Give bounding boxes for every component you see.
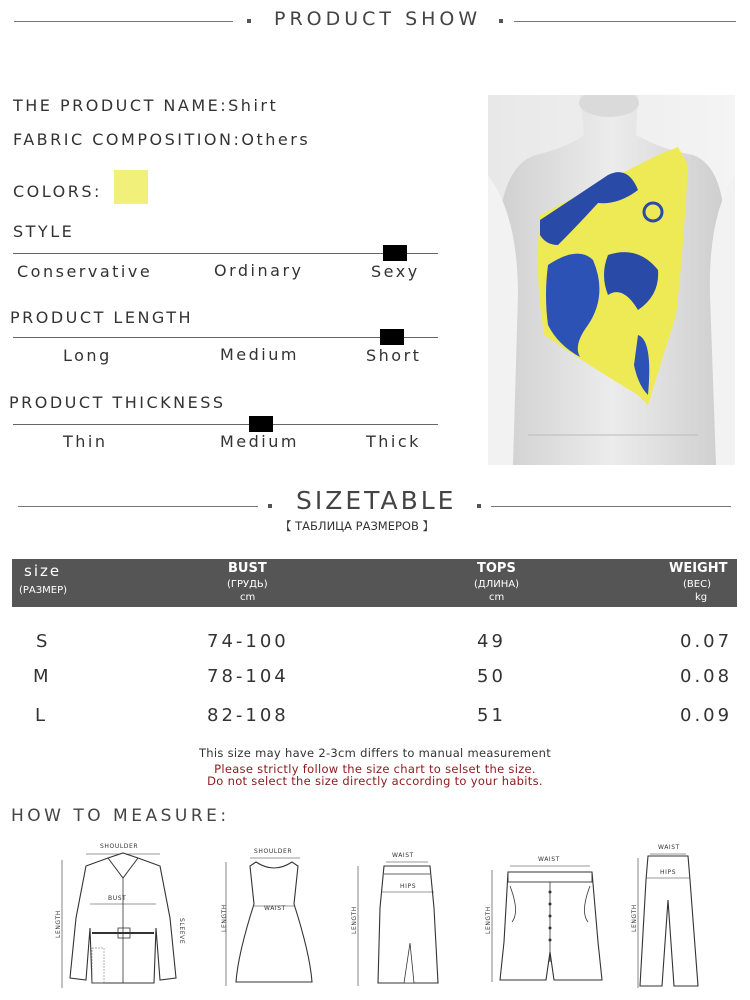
colors-label: COLORS: (13, 182, 102, 201)
sizetable-dot-left (268, 504, 272, 508)
header-weight: WEIGHT (669, 561, 728, 576)
sizetable-dot-right (477, 504, 481, 508)
header-dot-left (247, 19, 251, 23)
row-m-weight: 0.08 (680, 666, 733, 687)
thickness-option-medium: Medium (220, 432, 299, 451)
row-l-tops: 51 (477, 705, 506, 726)
skirt-length-label: LENGTH (351, 906, 358, 934)
row-m-size: M (33, 666, 52, 687)
header-weight-sub: (BEC) (683, 579, 711, 590)
row-l-weight: 0.09 (680, 705, 733, 726)
jacket-length-label: LENGTH (55, 910, 62, 938)
header-size-sub: (РАЗМЕР) (19, 585, 68, 596)
row-m-bust: 78-104 (207, 666, 289, 687)
shoulder-label: SHOULDER (100, 843, 139, 850)
fabric-value: Others (241, 130, 311, 149)
thickness-option-thin: Thin (63, 432, 108, 451)
style-option-conservative: Conservative (17, 262, 153, 281)
skirt-measure-diagram (344, 848, 444, 990)
header-bust-sub: (ГРУДЬ) (227, 579, 268, 590)
color-swatch-yellow[interactable] (114, 170, 148, 204)
jacket-bust-label: BUST (108, 895, 127, 902)
pants-length-label: LENGTH (631, 904, 638, 932)
sizetable-title: SIZETABLE (296, 486, 457, 515)
shorts-waist-label: WAIST (538, 856, 560, 863)
shorts-length-label: LENGTH (485, 906, 492, 934)
header-tops-sub: (ДЛИНА) (474, 579, 519, 590)
row-s-tops: 49 (477, 631, 506, 652)
thickness-marker (249, 416, 273, 432)
skirt-waist-label: WAIST (392, 852, 414, 859)
size-warning-1: Please strictly follow the size chart to selset the size. (214, 762, 536, 776)
style-option-ordinary: Ordinary (214, 261, 304, 280)
dress-length-label: LENGTH (221, 904, 228, 932)
header-tops: TOPS (477, 561, 516, 576)
length-option-medium: Medium (220, 345, 299, 364)
size-table-header (12, 559, 737, 607)
sizetable-rule-left (18, 506, 258, 507)
style-scale-line (13, 253, 438, 254)
header-tops-unit: cm (489, 592, 505, 603)
row-l-size: L (35, 705, 49, 726)
skirt-hips-label: HIPS (400, 883, 417, 890)
pants-waist-label: WAIST (658, 844, 680, 851)
sleeve-label: SLEEVE (178, 918, 185, 945)
fabric-label: FABRIC COMPOSITION: (13, 130, 242, 149)
jacket-measure-diagram (48, 838, 198, 990)
pants-measure-diagram (624, 840, 704, 992)
header-size: size (24, 562, 62, 580)
style-label: STYLE (13, 222, 75, 241)
product-name (13, 96, 278, 115)
pants-hips-label: HIPS (660, 869, 677, 876)
dress-measure-diagram (214, 844, 314, 990)
sizetable-rule-right (491, 506, 731, 507)
product-name-value: Shirt (228, 96, 279, 115)
row-s-bust: 74-100 (207, 631, 289, 652)
style-option-sexy: Sexy (371, 262, 420, 281)
header-rule-right (514, 21, 736, 22)
fabric-composition (13, 130, 310, 149)
row-s-weight: 0.07 (680, 631, 733, 652)
row-m-tops: 50 (477, 666, 506, 687)
dress-shoulder-label: SHOULDER (254, 848, 293, 855)
mannequin-top-illustration (488, 95, 735, 465)
how-to-measure-title: HOW TO MEASURE: (11, 806, 230, 826)
measurement-note: This size may have 2-3cm differs to manual measurement (198, 746, 552, 760)
thickness-scale-line (13, 424, 438, 425)
header-rule-left (14, 21, 233, 22)
header-dot-right (499, 19, 503, 23)
length-scale-line (13, 337, 438, 338)
header-weight-unit: kg (695, 592, 708, 603)
product-photo (488, 95, 735, 465)
row-l-bust: 82-108 (207, 705, 289, 726)
thickness-label: PRODUCT THICKNESS (9, 393, 226, 412)
length-label: PRODUCT LENGTH (10, 308, 194, 327)
thickness-option-thick: Thick (366, 432, 421, 451)
header-bust-unit: cm (240, 592, 256, 603)
product-name-label: THE PRODUCT NAME: (13, 96, 229, 115)
row-s-size: S (36, 631, 51, 652)
sizetable-subtitle: 【 ТАБЛИЦА РАЗМЕРОВ 】 (280, 519, 435, 533)
shorts-measure-diagram (478, 852, 608, 992)
product-show-title: PRODUCT SHOW (274, 8, 482, 30)
style-marker (383, 245, 407, 261)
length-marker (380, 329, 404, 345)
dress-waist-label: WAIST (264, 905, 286, 912)
size-warning-2: Do not select the size directly according to your habits. (207, 774, 543, 788)
length-option-long: Long (63, 346, 112, 365)
length-option-short: Short (366, 346, 422, 365)
header-bust: BUST (228, 561, 267, 576)
